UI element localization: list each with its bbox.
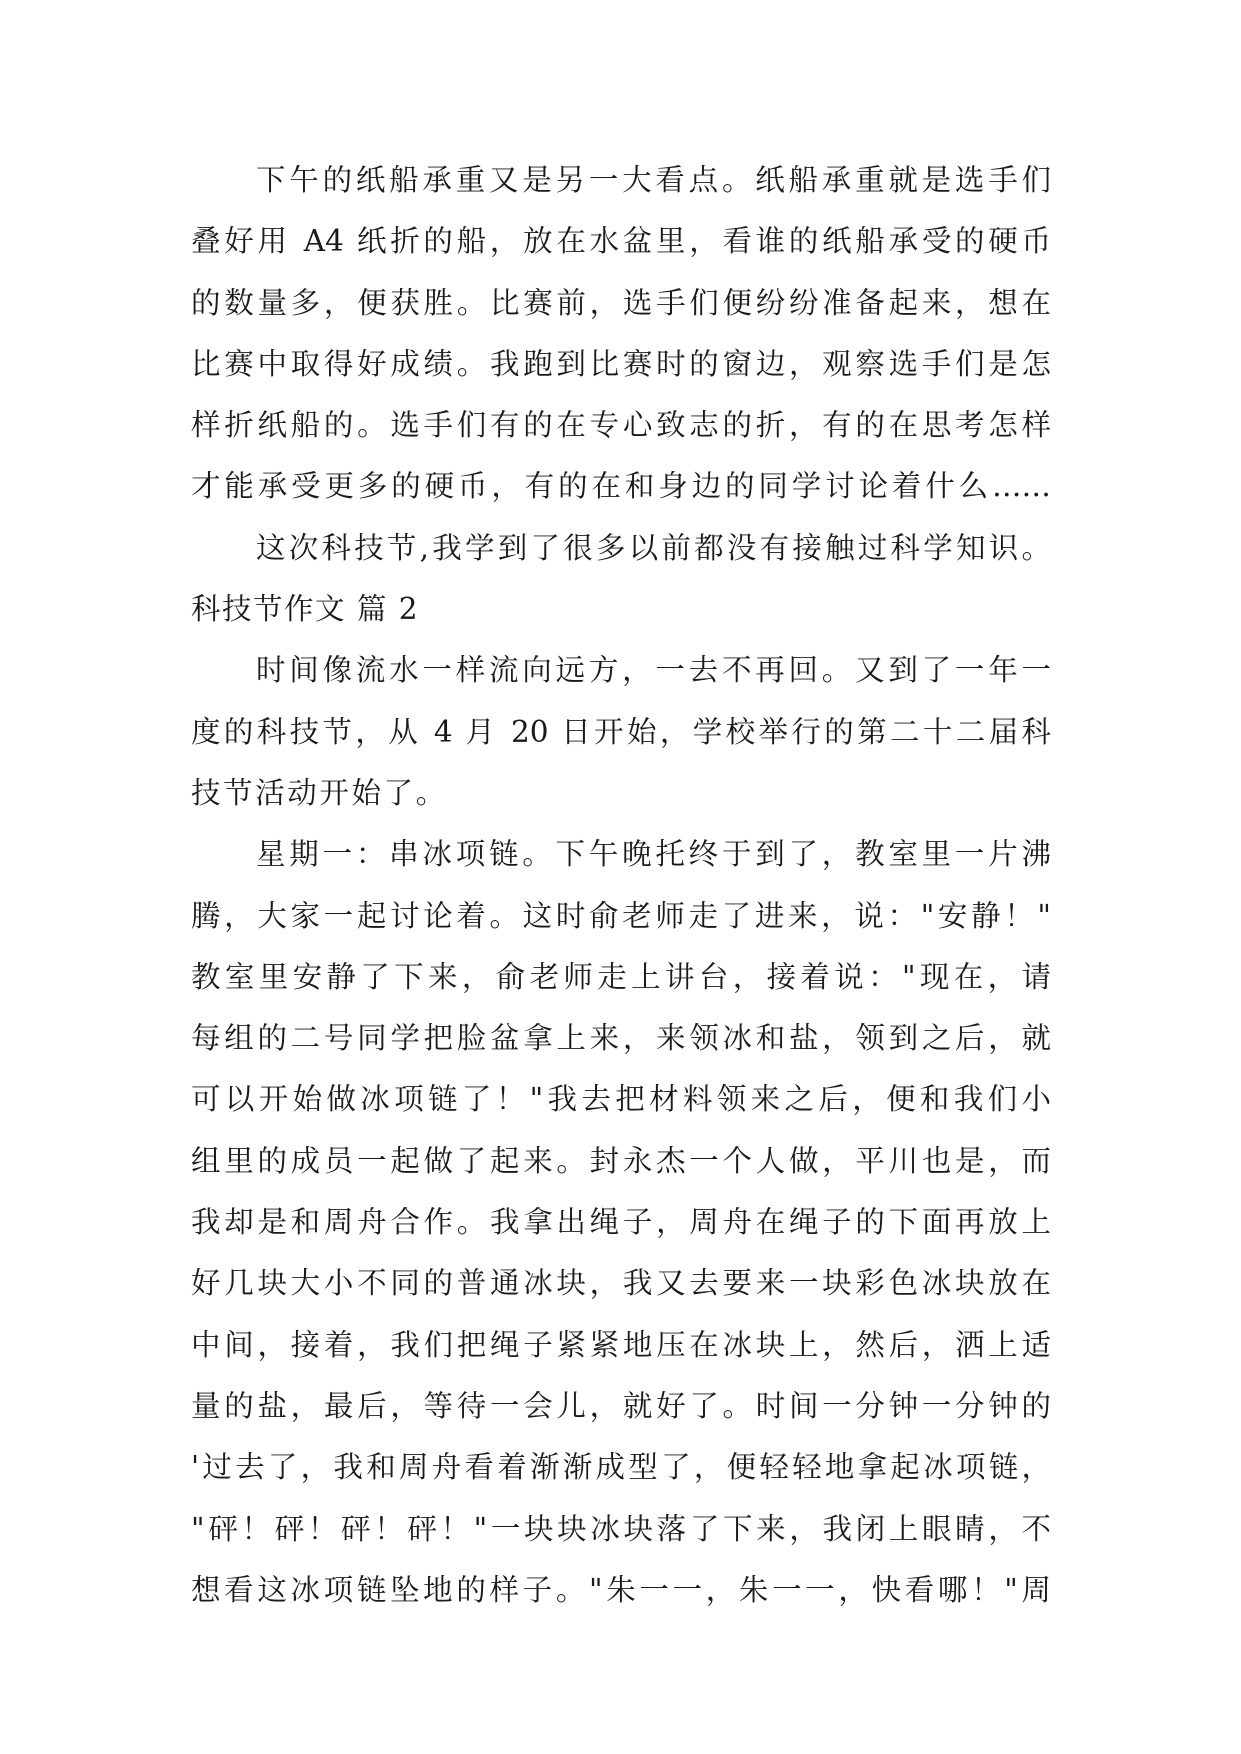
section-heading: 科技节作文 篇 2	[191, 592, 420, 627]
text-line: 腾，大家一起讨论着。这时俞老师走了进来，说："安静！"	[191, 898, 1051, 933]
text-line: 想看这冰项链坠地的样子。"朱一一，朱一一，快看哪！"周	[191, 1572, 1051, 1607]
text-line: 量的盐，最后，等待一会儿，就好了。时间一分钟一分钟的	[191, 1388, 1051, 1423]
text-line: 我却是和周舟合作。我拿出绳子，周舟在绳子的下面再放上	[191, 1205, 1051, 1240]
text-line: 好几块大小不同的普通冰块，我又去要来一块彩色冰块放在	[191, 1266, 1051, 1301]
text-line: "砰！砰！砰！砰！"一块块冰块落了下来，我闭上眼睛，不	[191, 1511, 1051, 1546]
document-page	[191, 150, 1051, 1621]
text-line: 下午的纸船承重又是另一大看点。纸船承重就是选手们	[256, 163, 1051, 197]
text-line: 的数量多，便获胜。比赛前，选手们便纷纷准备起来，想在	[191, 285, 1051, 320]
text-line: 教室里安静了下来，俞老师走上讲台，接着说："现在，请	[191, 959, 1051, 994]
text-line: 度的科技节，从 4 月 20 日开始，学校举行的第二十二届科	[191, 714, 1051, 749]
text-line: 中间，接着，我们把绳子紧紧地压在冰块上，然后，洒上适	[191, 1327, 1051, 1362]
text-line: 每组的二号同学把脸盆拿上来，来领冰和盐，领到之后，就	[191, 1021, 1051, 1056]
text-line: 可以开始做冰项链了！"我去把材料领来之后，便和我们小	[191, 1082, 1051, 1117]
text-line: 比赛中取得好成绩。我跑到比赛时的窗边，观察选手们是怎	[191, 346, 1051, 381]
text-line: 星期一：串冰项链。下午晚托终于到了，教室里一片沸	[256, 837, 1051, 872]
text-line: '过去了，我和周舟看着渐渐成型了，便轻轻地拿起冰项链，	[191, 1450, 1051, 1485]
text-line: 时间像流水一样流向远方，一去不再回。又到了一年一	[256, 653, 1051, 688]
text-line: 这次科技节,我学到了很多以前都没有接触过科学知识。	[256, 530, 1051, 565]
text-line: 才能承受更多的硬币，有的在和身边的同学讨论着什么……	[191, 469, 1051, 504]
text-line: 叠好用 A4 纸折的船，放在水盆里，看谁的纸船承受的硬币	[191, 224, 1051, 259]
text-line: 组里的成员一起做了起来。封永杰一个人做，平川也是，而	[191, 1143, 1051, 1178]
text-line: 技节活动开始了。	[191, 775, 448, 810]
text-line: 样折纸船的。选手们有的在专心致志的折，有的在思考怎样	[191, 408, 1051, 443]
